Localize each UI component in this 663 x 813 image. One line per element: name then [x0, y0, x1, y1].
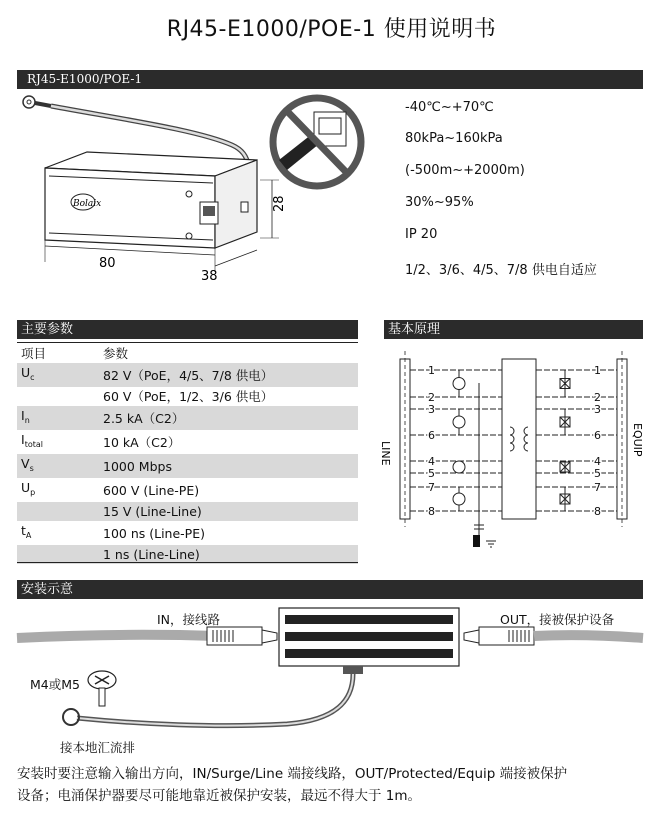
params-row	[17, 430, 358, 454]
left-pin-label: 8	[428, 505, 435, 518]
line-label: LINE	[379, 441, 392, 466]
right-pin-label: 2	[594, 391, 601, 404]
param-symbol	[17, 521, 99, 545]
param-symbol-main: I	[21, 432, 25, 447]
param-symbol	[17, 363, 99, 387]
left-pin-label: 7	[428, 481, 435, 494]
param-symbol	[17, 406, 99, 430]
params-header-item: 项目	[21, 345, 47, 361]
param-symbol-sub: total	[24, 440, 43, 449]
params-header-value: 参数	[103, 345, 129, 361]
params-row	[17, 478, 358, 502]
right-pin-label: 7	[594, 481, 601, 494]
install-section-title: 安装示意	[21, 582, 74, 597]
param-symbol-sub: s	[29, 464, 34, 473]
right-pin-label: 6	[594, 429, 601, 442]
param-value: 10 kA（C2）	[103, 434, 181, 450]
out-label: OUT，接被保护设备	[500, 612, 615, 627]
param-symbol-main: t	[21, 523, 26, 538]
left-pin-label: 1	[428, 364, 435, 377]
principle-section-title: 基本原理	[388, 322, 441, 337]
install-note-line1: 安装时要注意输入输出方向，IN/Surge/Line 端接线路，OUT/Protected/Equip 端接被保护	[17, 766, 568, 782]
spec-altitude: (-500m~+2000m)	[405, 163, 525, 178]
right-pin-label: 5	[594, 467, 601, 480]
spec-protection: IP 20	[405, 227, 438, 242]
principle-section-bar	[384, 320, 643, 339]
product-section-bar	[17, 70, 643, 89]
right-pin-label: 1	[594, 364, 601, 377]
param-symbol-sub: p	[30, 488, 36, 497]
screw-icon	[88, 671, 116, 706]
dimension-length: 80	[99, 256, 116, 271]
param-symbol	[17, 430, 99, 454]
params-row	[17, 406, 358, 430]
params-section-bar	[17, 320, 358, 339]
param-value: 82 V（PoE，4/5、7/8 供电）	[99, 363, 358, 387]
product-drawing	[17, 90, 387, 305]
params-table-wrap	[17, 342, 358, 564]
left-pin-label: 4	[428, 455, 435, 468]
param-symbol-main: U	[21, 365, 31, 380]
params-row	[17, 387, 358, 406]
product-bar-label: RJ45-E1000/POE-1	[27, 72, 143, 86]
right-pin-label: 8	[594, 505, 601, 518]
no-hot-plug-icon	[273, 98, 361, 186]
page-title: RJ45-E1000/POE-1 使用说明书	[166, 17, 497, 42]
screw-size-label: M4或M5	[30, 677, 80, 692]
param-symbol	[17, 454, 99, 478]
install-section-bar	[17, 580, 643, 599]
params-section-title: 主要参数	[21, 322, 74, 337]
params-table	[17, 343, 358, 564]
param-symbol-main: V	[21, 456, 30, 471]
param-symbol	[17, 478, 99, 502]
params-table-bottom-rule	[17, 562, 358, 563]
params-row	[17, 521, 358, 545]
params-row	[17, 502, 358, 521]
spec-humidity: 30%~95%	[405, 195, 474, 210]
param-value: 100 ns (Line-PE)	[103, 525, 205, 541]
param-value: 60 V（PoE，1/2、3/6 供电）	[103, 389, 274, 404]
gas-discharge-tube	[453, 493, 465, 505]
param-symbol-main: U	[21, 480, 31, 495]
spec-pressure: 80kPa~160kPa	[405, 131, 503, 146]
left-pin-label: 5	[428, 467, 435, 480]
left-pin-label: 3	[428, 403, 435, 416]
dimension-width: 38	[201, 269, 218, 284]
params-row	[17, 363, 358, 387]
in-label: IN，接线路	[157, 612, 221, 627]
equip-label: EQUIP	[631, 423, 644, 457]
param-value: 600 V (Line-PE)	[103, 482, 200, 498]
circuit-diagram	[379, 345, 644, 560]
spec-temperature: -40℃~+70℃	[405, 100, 494, 115]
right-pin-label: 4	[594, 455, 601, 468]
param-value: 1000 Mbps	[99, 454, 358, 478]
param-symbol-sub: n	[24, 416, 30, 425]
param-symbol	[17, 502, 99, 521]
ground-label: 接本地汇流排	[60, 740, 136, 755]
right-pin-label: 3	[594, 403, 601, 416]
param-symbol-main: I	[21, 408, 25, 423]
left-pin-label: 2	[428, 391, 435, 404]
gas-discharge-tube	[453, 378, 465, 390]
gas-discharge-tube	[453, 461, 465, 473]
param-value: 15 V (Line-Line)	[99, 502, 358, 521]
param-value: 2.5 kA（C2）	[99, 406, 358, 430]
dimension-height: 28	[272, 195, 287, 212]
spec-power-supply: 1/2、3/6、4/5、7/8 供电自适应	[405, 263, 597, 278]
left-pin-label: 6	[428, 429, 435, 442]
params-header-row	[17, 343, 358, 363]
param-value: 1 ns (Line-Line)	[99, 545, 358, 564]
param-symbol-sub: A	[25, 531, 32, 540]
param-symbol	[17, 387, 99, 406]
param-symbol-sub: c	[30, 373, 35, 382]
install-note-line2: 设备；电涌保护器要尽可能地靠近被保护安装，最远不得大于 1m。	[17, 788, 422, 804]
gas-discharge-tube	[453, 416, 465, 428]
logo: Bolaix	[73, 199, 102, 209]
params-row	[17, 454, 358, 478]
